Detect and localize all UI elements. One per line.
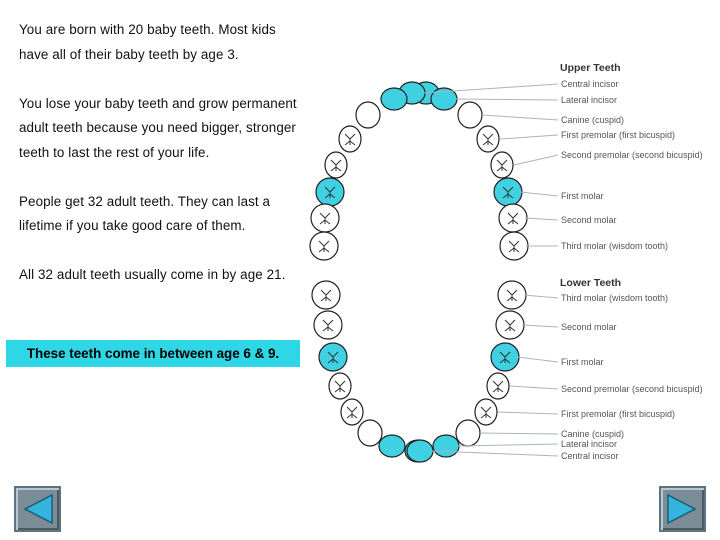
lower-leader-line-4 [510, 386, 558, 389]
tooth-labels [561, 79, 703, 461]
upper-tooth-right-5 [491, 152, 513, 178]
upper-label-3: Canine (cuspid) [561, 115, 625, 125]
teeth-group [310, 82, 528, 462]
lower-label-7: Lateral incisor [561, 439, 618, 449]
triangle-left-icon [16, 488, 59, 530]
paragraph-lose-teeth: You lose your baby teeth and grow permanent adult teeth because you need bigger, stronger teeth to last the rest of your life. [19, 95, 297, 160]
lower-leader-line-1 [524, 295, 558, 298]
upper-label-5: Second premolar (second bicuspid) [561, 150, 703, 160]
upper-tooth-left-7 [311, 204, 339, 232]
lower-label-4: Second premolar (second bicuspid) [561, 384, 703, 394]
lower-leader-line-6 [480, 433, 558, 434]
triangle-right-icon [661, 488, 704, 530]
lower-tooth-left-6 [358, 420, 382, 446]
upper-label-2: Lateral incisor [561, 95, 618, 105]
lower-label-3: First molar [561, 357, 604, 367]
lower-tooth-right-3 [491, 343, 519, 371]
lower-label-8: Central incisor [561, 451, 619, 461]
lower-leader-line-5 [498, 412, 558, 414]
highlight-callout: These teeth come in between age 6 & 9. [6, 340, 300, 367]
lower-tooth-right-4 [487, 373, 509, 399]
paragraph-baby-teeth: You are born with 20 baby teeth. Most kids have all of their baby teeth by age 3. [19, 22, 276, 62]
upper-leader-line-7 [525, 218, 558, 220]
lower-tooth-left-1 [312, 281, 340, 309]
lower-tooth-right-5 [475, 399, 497, 425]
upper-tooth-right-3 [458, 102, 482, 128]
upper-label-8: Third molar (wisdom tooth) [561, 241, 669, 251]
upper-tooth-left-3 [356, 102, 380, 128]
upper-label-7: Second molar [561, 215, 617, 225]
paragraph-age-21: All 32 adult teeth usually come in by age 21. [19, 267, 286, 282]
lower-tooth-right-1 [498, 281, 526, 309]
forward-button[interactable] [659, 486, 706, 532]
lower-tooth-right-8 [407, 440, 433, 462]
upper-tooth-left-4 [339, 126, 361, 152]
upper-label-6: First molar [561, 191, 604, 201]
lower-tooth-left-5 [341, 399, 363, 425]
upper-teeth-title: Upper Teeth [560, 62, 621, 74]
intro-text [19, 18, 304, 288]
lower-teeth-title: Lower Teeth [560, 277, 622, 289]
lower-tooth-left-3 [319, 343, 347, 371]
upper-tooth-left-8 [310, 232, 338, 260]
lower-tooth-right-6 [456, 420, 480, 446]
upper-leader-line-4 [500, 135, 558, 139]
back-button[interactable] [14, 486, 61, 532]
lower-tooth-left-4 [329, 373, 351, 399]
lower-tooth-right-7 [433, 435, 459, 457]
lower-tooth-right-2 [496, 311, 524, 339]
lower-leader-line-3 [517, 357, 558, 362]
lower-label-1: Third molar (wisdom tooth) [561, 293, 669, 303]
lower-label-6: Canine (cuspid) [561, 429, 625, 439]
paragraph-adult-teeth: People get 32 adult teeth. They can last a lifetime if you take good care of them. [19, 193, 271, 233]
lower-leader-line-2 [522, 325, 558, 327]
upper-tooth-right-7 [499, 204, 527, 232]
upper-label-1: Central incisor [561, 79, 619, 89]
upper-leader-line-3 [482, 115, 558, 120]
teeth-diagram [300, 55, 720, 475]
upper-tooth-left-2 [381, 88, 407, 110]
upper-leader-line-2 [456, 99, 558, 100]
upper-label-4: First premolar (first bicuspid) [561, 130, 676, 140]
lower-label-2: Second molar [561, 322, 617, 332]
upper-tooth-right-4 [477, 126, 499, 152]
upper-leader-line-6 [520, 192, 558, 196]
lower-label-5: First premolar (first bicuspid) [561, 409, 676, 419]
upper-tooth-right-6 [494, 178, 522, 206]
upper-tooth-left-6 [316, 178, 344, 206]
lower-tooth-left-7 [379, 435, 405, 457]
upper-tooth-right-8 [500, 232, 528, 260]
upper-tooth-left-5 [325, 152, 347, 178]
lower-tooth-left-2 [314, 311, 342, 339]
upper-leader-line-5 [514, 155, 558, 165]
